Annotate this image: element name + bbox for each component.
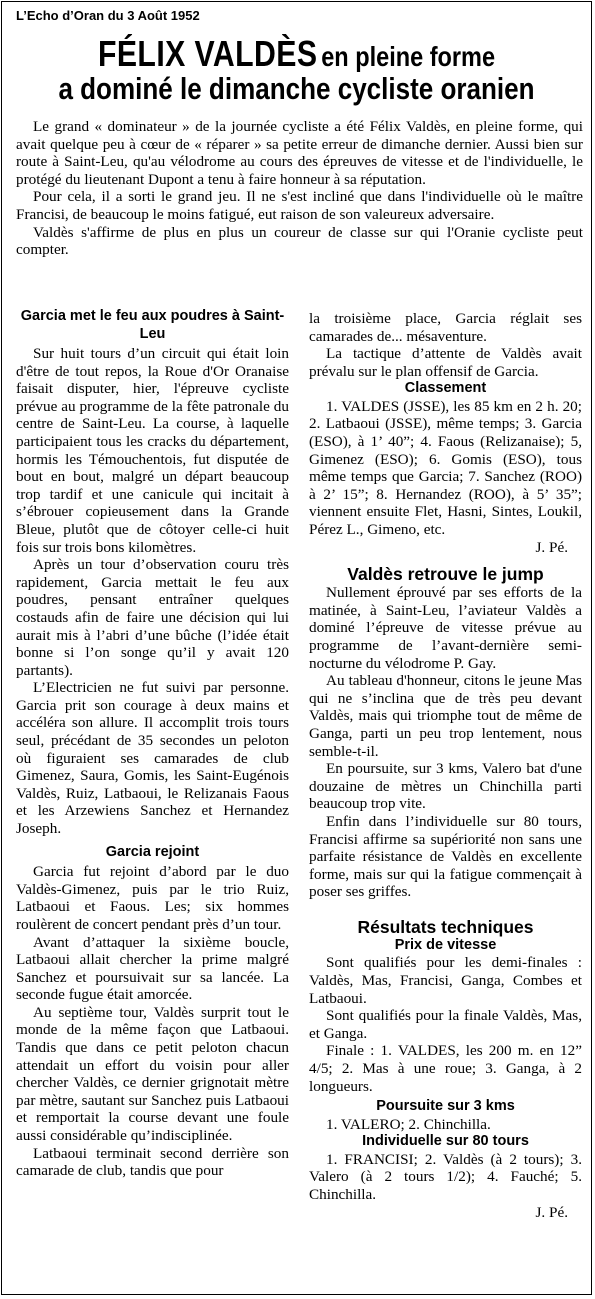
results-paragraph: Sont qualifiés pour la finale Valdès, Mas, et Ganga. xyxy=(309,1007,582,1042)
article-paragraph: L’Electricien ne fut suivi par personne. Garcia prit son courage à deux mains et accéléra son allure. Il accomplit trois tours seul, précédant de 35 secondes un peloton où figuraient ses camarades de club Gimenez, Saura, Gomis, les Saint-Eugénois Valdès, Ruiz, Latbaoui, le Relizanais Faous et les Arzewiens Sanchez et Hernandez Joseph. xyxy=(16,679,289,838)
signature: J. Pé. xyxy=(535,1203,568,1221)
results-paragraph: 1. VALDES (JSSE), les 85 km en 2 h. 20; 2. Latbaoui (JSSE), même temps; 3. Garcia (ESO), à 1’ 40”; 4. Faous (Relizanaise); 5, Gimenez (ESO); 6. Gomis (ESO), tous même temps que Garcia; 7. Sanchez (ROO) à 2’ 15”; 8. Hernandez (ROO), à 5’ 35”; viennent ensuite Flet, Hasni, Sintes, Loukil, Pérez L., Gimeno, etc. xyxy=(309,397,582,539)
intro-paragraph: Pour cela, il a sorti le grand jeu. Il ne s'est incliné que dans l'individuelle où le maître Francisi, de beaucoup le moins fatigué, eut raison de son valeureux adversaire. xyxy=(16,188,583,223)
section-heading: Résultats techniques xyxy=(357,916,534,937)
newspaper-clipping xyxy=(1,1,592,1295)
right-column xyxy=(309,310,582,1221)
section-heading: Valdès retrouve le jump xyxy=(347,564,544,585)
article-paragraph: la troisième place, Garcia réglait ses camarades de... mésaventure. xyxy=(309,310,582,345)
article-paragraph: Après un tour d’observation couru très rapidement, Garcia mettait le feu aux poudres, pensant entraîner quelques costauds afin de faire une décision qui lui aurait mis à l’abri d’une bûche (l’idée était bonne si l’on songe qu’il y avait 120 partants). xyxy=(16,556,289,679)
source-line: L’Echo d’Oran du 3 Août 1952 xyxy=(16,8,200,23)
article-paragraph: Au septième tour, Valdès surprit tout le monde de la même façon que Latbaoui. Tandis que dans ce petit peloton chacun attendait un effort du voisin pour aller chercher Valdès, ce dernier grignotait mètre par mètre, sautant sur Sanchez puis Latbaoui et remportait la course devant une foule aussi considérable qu’indisciplinée. xyxy=(16,1003,289,1145)
article-paragraph: Latbaoui terminait second derrière son camarade de club, tandis que pour xyxy=(16,1144,289,1180)
article-paragraph: En poursuite, sur 3 kms, Valero bat d'une douzaine de mètres un Chinchilla parti beaucoup trop vite. xyxy=(309,760,582,813)
article-paragraph: Avant d’attaquer la sixième boucle, Latbaoui allait chercher la prime malgré Sanchez et poursuivait sur sa lancée. La seconde fugue était amorcée. xyxy=(16,933,289,1004)
section-heading: Garcia met le feu aux poudres à Saint-Leu xyxy=(20,308,285,342)
headline-line-2: a dominé le dimanche cycliste oranien xyxy=(58,71,535,106)
article-paragraph: Nullement éprouvé par ses efforts de la matinée, à Saint-Leu, l’aviateur Valdès a dominé l’épreuve de vitesse prévue au programme de l’avant-dernière semi-nocturne du vélodrome P. Gay. xyxy=(309,584,582,672)
section-heading: Garcia rejoint xyxy=(105,843,200,860)
intro-paragraph: Valdès s'affirme de plus en plus un coureur de classe sur qui l'Oranie cycliste peut compter. xyxy=(16,223,583,259)
headline-rest: en pleine forme xyxy=(321,41,496,72)
left-column xyxy=(16,308,289,1180)
intro-section xyxy=(16,118,583,259)
article-paragraph: Enfin dans l’individuelle sur 80 tours, Francisi affirme sa supériorité non sans une parfaite résistance de Valdès en excellente forme, mais sur qui la fatigue commençait à poser ses griffes. xyxy=(309,812,582,901)
section-heading: Poursuite sur 3 kms xyxy=(376,1098,515,1115)
results-paragraph: 1. FRANCISI; 2. Valdès (à 2 tours); 3. Valero (à 2 tours 1/2); 4. Fauché; 5. Chinchilla. xyxy=(309,1150,582,1203)
article-paragraph: Garcia fut rejoint d’abord par le duo Valdès-Gimenez, puis par le trio Ruiz, Latbaoui et Faous. Les; six hommes roulèrent de concert pendant près d’un tour. xyxy=(16,863,289,933)
article-paragraph: Au tableau d'honneur, citons le jeune Mas qui ne s’inclina que de très peu devant Valdès, mais qui triomphe tout de même de Ganga, parti un peu trop lentement, nous semble-t-il. xyxy=(309,672,582,760)
section-heading: Classement xyxy=(404,380,487,397)
headline-name: FÉLIX VALDÈS xyxy=(97,33,318,74)
headline-line-1 xyxy=(49,33,544,74)
signature: J. Pé. xyxy=(535,538,568,556)
article-paragraph: Sur huit tours d’un circuit qui était loin d'être de tout repos, la Roue d'Or Oranaise faisait disputer, hier, l'épreuve cycliste prévue au programme de la fête patronale du centre de Saint-Leu. La course, à laquelle participaient tous les cracks du département, hormis les Témouchentois, fut disputée de bout en bout, malgré un départ beaucoup trop tardif et une canicule qui incitait à s’ébrouer copieusement dans la Grande Bleue, plutôt que de côtoyer celle-ci huit fois sur trois bons kilomètres. xyxy=(16,345,289,556)
results-paragraph: 1. VALERO; 2. Chinchilla. xyxy=(326,1115,491,1133)
results-paragraph: Finale : 1. VALDES, les 200 m. en 12” 4/5; 2. Mas à une roue; 3. Ganga, à 2 longueurs. xyxy=(309,1042,582,1095)
article-paragraph: La tactique d’attente de Valdès avait prévalu sur le plan offensif de Garcia. xyxy=(309,345,582,380)
intro-paragraph: Le grand « dominateur » de la journée cycliste a été Félix Valdès, en pleine forme, qui avait quelque peu à cœur de « réparer » sa petite erreur de dimanche dernier. Aussi bien sur route à Saint-Leu, qu'au vélodrome au cours des épreuves de vitesse et de l'individuelle, le protégé du lieutenant Dupont a tenu à faire honneur à sa réputation. xyxy=(16,118,583,188)
section-heading: Individuelle sur 80 tours xyxy=(362,1133,529,1150)
results-paragraph: Sont qualifiés pour les demi-finales : Valdès, Mas, Francisi, Ganga, Combes et Latbaoui. xyxy=(309,954,582,1007)
section-heading: Prix de vitesse xyxy=(394,936,497,953)
